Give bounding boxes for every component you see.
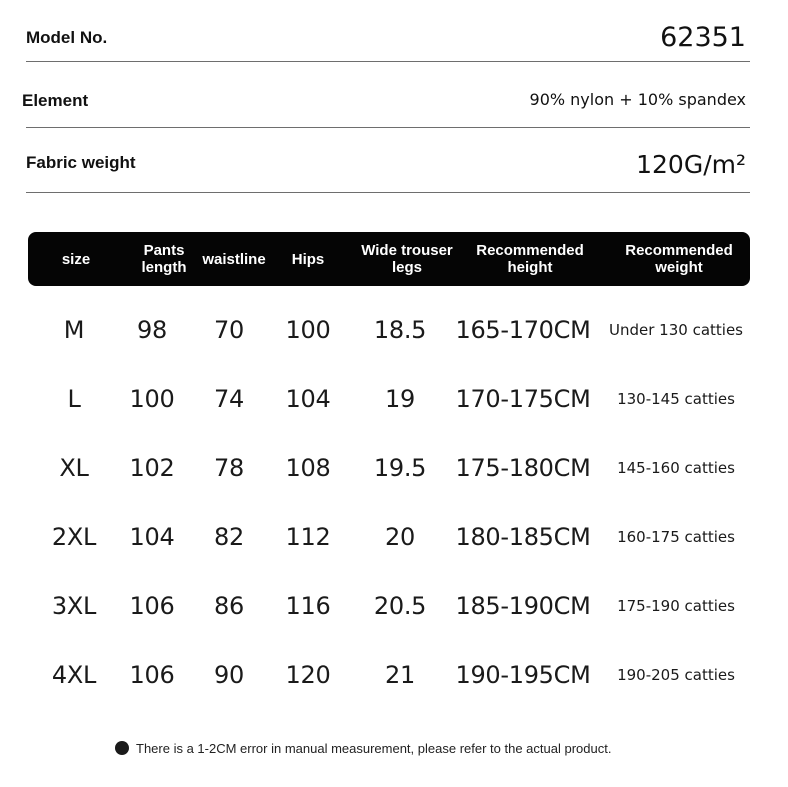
- cell-pants-length: 106: [129, 592, 175, 620]
- cell-size: L: [67, 385, 81, 413]
- cell-weight: 145-160 catties: [617, 459, 735, 477]
- divider: [26, 61, 750, 62]
- header-pants-length: [132, 232, 196, 286]
- header-pants-line1: Pants: [143, 242, 185, 259]
- element-value: 90% nylon + 10% spandex: [529, 90, 746, 109]
- fabric-value: 120G/m²: [636, 150, 746, 179]
- table-row: [28, 517, 750, 557]
- cell-legs: 20: [385, 523, 415, 551]
- header-height-line1: Recommended: [476, 242, 584, 259]
- table-row: [28, 655, 750, 695]
- cell-height: 190-195CM: [455, 661, 591, 689]
- cell-pants-length: 100: [129, 385, 175, 413]
- header-legs-line1: Wide trouser: [361, 242, 453, 259]
- cell-hips: 104: [285, 385, 331, 413]
- cell-size: XL: [59, 454, 89, 482]
- cell-size: 2XL: [51, 523, 97, 551]
- cell-size: 3XL: [51, 592, 97, 620]
- model-label: Model No.: [26, 28, 108, 47]
- divider: [26, 127, 750, 128]
- cell-waistline: 70: [214, 316, 244, 344]
- cell-weight: 175-190 catties: [617, 597, 735, 615]
- model-value: 62351: [660, 22, 746, 53]
- header-hips: [278, 232, 338, 286]
- cell-legs: 19: [385, 385, 415, 413]
- cell-hips: 108: [285, 454, 331, 482]
- fabric-label: Fabric weight: [26, 153, 136, 172]
- measurement-note: [115, 738, 611, 758]
- cell-hips: 120: [285, 661, 331, 689]
- spec-row-element: [22, 84, 750, 128]
- cell-hips: 100: [285, 316, 331, 344]
- bullet-icon: [115, 741, 129, 755]
- header-legs: [348, 232, 466, 286]
- cell-weight: Under 130 catties: [609, 321, 743, 339]
- table-row: [28, 310, 750, 350]
- header-height-line2: height: [507, 259, 553, 276]
- cell-waistline: 86: [214, 592, 244, 620]
- divider: [26, 192, 750, 193]
- header-hips-text: Hips: [291, 250, 325, 268]
- cell-weight: 160-175 catties: [617, 528, 735, 546]
- cell-height: 180-185CM: [455, 523, 591, 551]
- header-weight-line1: Recommended: [625, 242, 733, 259]
- cell-waistline: 90: [214, 661, 244, 689]
- header-weight: [612, 232, 746, 286]
- cell-pants-length: 102: [129, 454, 175, 482]
- table-row: [28, 448, 750, 488]
- element-label: Element: [22, 91, 89, 110]
- cell-legs: 21: [385, 661, 415, 689]
- cell-waistline: 78: [214, 454, 244, 482]
- cell-waistline: 74: [214, 385, 244, 413]
- table-row: [28, 379, 750, 419]
- size-table-header: [28, 232, 750, 286]
- cell-legs: 19.5: [373, 454, 427, 482]
- measurement-note-text: There is a 1-2CM error in manual measurement, please refer to the actual product.: [136, 740, 612, 756]
- cell-weight: 130-145 catties: [617, 390, 735, 408]
- table-row: [28, 586, 750, 626]
- cell-hips: 112: [285, 523, 331, 551]
- header-height: [462, 232, 598, 286]
- header-waistline: [194, 232, 274, 286]
- header-size: [48, 232, 104, 286]
- header-legs-line2: legs: [391, 259, 422, 276]
- header-waistline-text: waistline: [202, 250, 266, 268]
- cell-legs: 18.5: [373, 316, 427, 344]
- cell-pants-length: 104: [129, 523, 175, 551]
- cell-height: 165-170CM: [455, 316, 591, 344]
- cell-height: 175-180CM: [455, 454, 591, 482]
- cell-size: M: [63, 316, 85, 344]
- cell-pants-length: 106: [129, 661, 175, 689]
- header-pants-line2: length: [141, 259, 187, 276]
- cell-height: 170-175CM: [455, 385, 591, 413]
- cell-height: 185-190CM: [455, 592, 591, 620]
- spec-row-fabric: [26, 148, 750, 193]
- cell-waistline: 82: [214, 523, 244, 551]
- cell-weight: 190-205 catties: [617, 666, 735, 684]
- cell-hips: 116: [285, 592, 331, 620]
- header-weight-line2: weight: [655, 259, 703, 276]
- cell-legs: 20.5: [373, 592, 427, 620]
- header-size-text: size: [61, 250, 91, 268]
- cell-pants-length: 98: [137, 316, 167, 344]
- spec-row-model: [26, 20, 750, 62]
- cell-size: 4XL: [51, 661, 97, 689]
